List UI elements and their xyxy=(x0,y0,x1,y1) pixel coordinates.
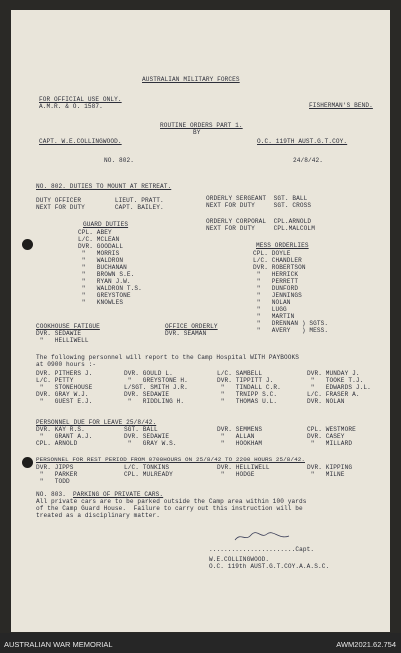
list-item: " TOOKE T.J. xyxy=(307,377,364,384)
list-item: " HERRICK xyxy=(253,271,299,278)
orders-title: ROUTINE ORDERS PART 1. xyxy=(160,122,243,129)
section-803-title: PARKING OF PRIVATE CARS. xyxy=(73,491,164,498)
punch-hole xyxy=(22,239,33,250)
list-item: " WALDRON T.S. xyxy=(78,285,142,292)
orderly-sergeant-next-line: NEXT FOR DUTY SGT. CROSS xyxy=(206,202,312,209)
list-item: DVR. ROBERTSON xyxy=(253,264,306,271)
list-item: " WALDRON xyxy=(78,257,124,264)
list-item: DVR. KAY R.S. xyxy=(36,426,85,433)
list-item: " GRAY W.S. xyxy=(124,440,177,447)
orderly-corporal-next-line: NEXT FOR DUTY CPL.MALCOLM xyxy=(206,225,315,232)
list-item: DVR. GOODALL xyxy=(78,243,124,250)
list-item: DVR. SEAMAN xyxy=(165,330,207,337)
list-item: L/C. CHANDLER xyxy=(253,257,302,264)
list-item: " BROWN S.E. xyxy=(78,271,135,278)
orders-by: BY xyxy=(193,129,201,136)
office-orderly-title: OFFICE ORDERLY xyxy=(165,323,218,330)
list-item: DVR. CASEY xyxy=(307,433,345,440)
list-item: " TODD xyxy=(36,478,70,485)
duty-officer-next-line: NEXT FOR DUTY CAPT. BAILEY. xyxy=(36,204,164,211)
cookhouse-fatigue-title: COOKHOUSE FATIGUE xyxy=(36,323,100,330)
list-item: " NOLAN xyxy=(253,299,291,306)
list-item: " MARTIN xyxy=(253,313,295,320)
list-item: L/C. FRASER A. xyxy=(307,391,360,398)
signature-line: .......................Capt. xyxy=(209,546,315,553)
section-803-body-line: of the Camp Guard House. Failure to carry out this instruction will be xyxy=(36,505,303,512)
rest-heading: PERSONNEL FOR REST PERIOD FROM 0700HOURS ON 25/8/42 TO 2200 HOURS 25/8/42. xyxy=(36,456,305,463)
list-item: " PARKER xyxy=(36,471,78,478)
signatory-unit: O.C. 119th AUST.G.T.COY.A.A.S.C. xyxy=(209,563,330,570)
footer-accession-number: AWM2021.62.754 xyxy=(336,640,396,649)
list-item: L/SGT. SMITH J.R. xyxy=(124,384,188,391)
list-item: DVR. PITHERS J. xyxy=(36,370,93,377)
official-use-note: FOR OFFICIAL USE ONLY. xyxy=(39,96,122,103)
list-item: " AVERY ) MESS. xyxy=(253,327,329,334)
list-item: " DRENNAN ) SGTS. xyxy=(253,320,329,327)
list-item: " THOMAS U.L. xyxy=(217,398,278,405)
hospital-intro-line: at 0900 hours :- xyxy=(36,361,97,368)
list-item: " EDWARDS J.L. xyxy=(307,384,371,391)
list-item: DVR. TIPPITT J. xyxy=(217,377,274,384)
punch-hole xyxy=(22,457,33,468)
list-item: CPL. ARNOLD xyxy=(36,440,78,447)
list-item: L/C. SAMBELL xyxy=(217,370,263,377)
list-item: " MILNE xyxy=(307,471,345,478)
orderly-corporal-line: ORDERLY CORPORAL CPL.ARNOLD xyxy=(206,218,312,225)
unit-name: O.C. 119TH AUST.G.T.COY. xyxy=(257,138,348,145)
list-item: " MORRIS xyxy=(78,250,120,257)
list-item: L/C. MCLEAN xyxy=(78,236,120,243)
handwritten-signature xyxy=(233,530,293,544)
document-title: AUSTRALIAN MILITARY FORCES xyxy=(142,76,240,83)
list-item: " ALLAN xyxy=(217,433,255,440)
list-item: DVR. SEDAWIE xyxy=(36,330,82,337)
list-item: " STONEHOUSE xyxy=(36,384,93,391)
guard-duties-title: GUARD DUTIES xyxy=(83,221,129,228)
list-item: " LUGG xyxy=(253,306,287,313)
section-803-number: NO. 803. xyxy=(36,491,67,498)
list-item: " DUNFORD xyxy=(253,285,299,292)
list-item: DVR. GRAY W.J. xyxy=(36,391,89,398)
list-item: " JENNINGS xyxy=(253,292,302,299)
list-item: " GRANT A.J. xyxy=(36,433,93,440)
list-item: " TRNIPP S.C. xyxy=(217,391,278,398)
list-item: " GREYSTONE H. xyxy=(124,377,188,384)
list-item: " HODGE xyxy=(217,471,255,478)
list-item: DVR. NOLAN xyxy=(307,398,345,405)
mess-orderlies-title: MESS ORDERLIES xyxy=(256,242,309,249)
list-item: DVR. GOULD L. xyxy=(124,370,173,377)
list-item: L/C. PETTY xyxy=(36,377,74,384)
signatory-name: W.E.COLLINGWOOD. xyxy=(209,556,270,563)
list-item: " RIDDLING H. xyxy=(124,398,185,405)
section-803-body-line: All private cars are to be parked outside the Camp area within 100 yards xyxy=(36,498,307,505)
order-number: NO. 802. xyxy=(104,157,135,164)
list-item: CPL. ABEY xyxy=(78,229,112,236)
list-item: DVR. MUNDAY J. xyxy=(307,370,360,377)
leave-heading: PERSONNEL DUE FOR LEAVE 25/8/42. xyxy=(36,419,157,426)
list-item: " BUCHANAN xyxy=(78,264,127,271)
hospital-intro-line: The following personnel will report to the Camp Hospital WITH PAYBOOKS xyxy=(36,354,299,361)
section-803-body-line: treated as a disciplinary matter. xyxy=(36,512,160,519)
list-item: DVR. HELLIWELL xyxy=(217,464,270,471)
list-item: DVR. SEDAWIE xyxy=(124,433,170,440)
list-item: DVR. SEDAWIE xyxy=(124,391,170,398)
orderly-sergeant-line: ORDERLY SERGEANT SGT. BALL xyxy=(206,195,308,202)
order-date: 24/8/42. xyxy=(293,157,324,164)
list-item: DVR. JIPPS xyxy=(36,464,74,471)
captain-name: CAPT. W.E.COLLINGWOOD. xyxy=(39,138,122,145)
footer-bar xyxy=(0,633,401,653)
footer-credit: AUSTRALIAN WAR MEMORIAL xyxy=(4,640,113,649)
list-item: " HELLIWELL xyxy=(36,337,89,344)
list-item: CPL. DOYLE xyxy=(253,250,291,257)
list-item: " GREYSTONE xyxy=(78,292,131,299)
regulation-ref: A.M.R. & O. 1587. xyxy=(39,103,103,110)
document-page xyxy=(11,10,390,632)
list-item: " HOOKHAM xyxy=(217,440,263,447)
duty-officer-line: DUTY OFFICER LIEUT. PRATT. xyxy=(36,197,164,204)
list-item: " GUEST E.J. xyxy=(36,398,93,405)
list-item: " TINDALL C.R. xyxy=(217,384,281,391)
list-item: CPL. MULREADY xyxy=(124,471,173,478)
location: FISHERMAN'S BEND. xyxy=(309,102,373,109)
list-item: CPL. WESTMORE xyxy=(307,426,356,433)
list-item: L/C. TONKINS xyxy=(124,464,170,471)
section-802-heading: NO. 802. DUTIES TO MOUNT AT RETREAT. xyxy=(36,183,172,190)
list-item: DVR. SEMMENS xyxy=(217,426,263,433)
list-item: " KNOWLES xyxy=(78,299,124,306)
list-item: " PERRETT xyxy=(253,278,299,285)
list-item: " MILLARD xyxy=(307,440,353,447)
list-item: SGT. BALL xyxy=(124,426,158,433)
list-item: " RYAN J.W. xyxy=(78,278,131,285)
list-item: DVR. KIPPING xyxy=(307,464,353,471)
